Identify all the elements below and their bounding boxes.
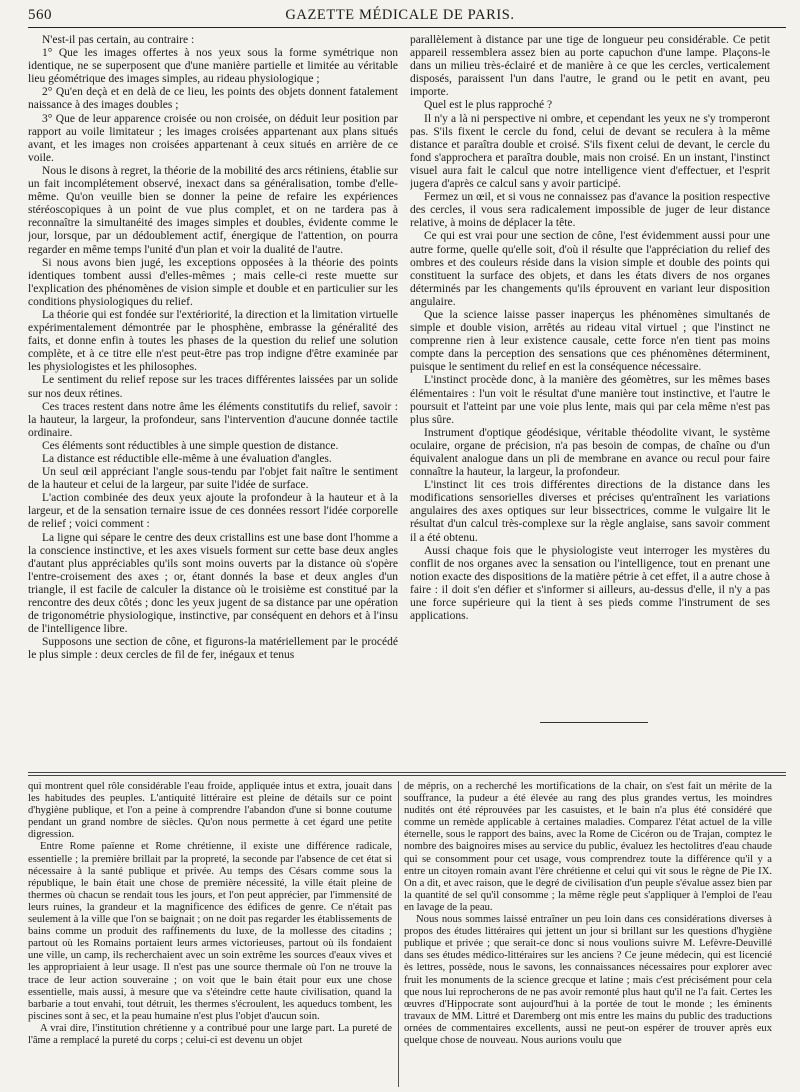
paragraph: Un seul œil appréciant l'angle sous-tendu par l'objet fait naître le sentiment de la hauteur et celui de la largeur, par suite l'idée de surface. xyxy=(28,466,398,492)
paragraph: 1° Que les images offertes à nos yeux sous la forme symétrique non identique, ne se superposent que d'une manière partielle et limitée au véritable lieu géométrique des images simples, au rideau physiologique ; xyxy=(28,47,398,86)
paragraph: Ces traces restent dans notre âme les éléments constitutifs du relief, savoir : la hauteur, la largeur, la profondeur, sans l'intervention d'aucune donnée tactile ordinaire. xyxy=(28,400,398,439)
paragraph: La distance est réductible elle-même à une évaluation d'angles. xyxy=(42,453,332,465)
paragraph: Nous le disons à regret, la théorie de la mobilité des arcs rétiniens, établie sur un fait incomplétement observé, inexact dans sa généralisation, tombe d'elle-même. Qu'on veuille bien se donner la peine de refaire les expériences stéréoscopiques à un point de vue plus complet, et on ne tardera pas à reconnaître la simultanéité des images simples et doubles, évidente comme le jour, lorsque, par un dédoublement actif, énergique de l'attention, on pourra regarder en même temps l'unité d'un plan et voir la dualité de l'autre. xyxy=(28,164,398,256)
journal-title: GAZETTE MÉDICALE DE PARIS. xyxy=(285,7,515,23)
paragraph: Supposons une section de cône, et figurons-la matériellement par le procédé le plus simple : deux cercles de fil de fer, inégaux et tenus xyxy=(28,636,398,662)
paragraph: L'instinct lit ces trois différentes directions de la distance dans les modifications sensorielles diverses et précises qu'entraînent les variations angulaires des axes optiques sur leur bissectrices, comme le vulgaire lit le résultat d'un calcul très-complexe sur la règle anglaise, sans savoir comment il a été obtenu. xyxy=(410,479,770,544)
paragraph: Aussi chaque fois que le physiologiste veut interroger les mystères du conflit de nos organes avec la sensation ou l'intelligence, tout en prenant une notion exacte des dispositions de la matière pétrie à cet effet, il a autre chose à faire : il doit s'en défier et s'informer si ailleurs, au-dessus d'elle, il n'y a pas une force supérieure qui la tient à ses pieds comme l'instrument de ses applications. xyxy=(410,544,770,623)
paragraph: L'action combinée des deux yeux ajoute la profondeur à la hauteur et à la largeur, et de la sensation ternaire issue de ces données ressort l'idée corporelle de relief ; voici comment : xyxy=(28,492,398,531)
paragraph: de mépris, on a recherché les mortifications de la chair, on s'est fait un mérite de la souffrance, la pudeur a été élevée au rang des plus grandes vertus, les moindres nudités ont été réprouvées par les casuistes, et le bain n'a plus été considéré que comme un remède applicable à certaines maladies. Comparez l'état actuel de la ville éternelle, sous le rapport des bains, avec la Rome de Cicéron ou de Trajan, comptez le nombre des baignoires mises au service du public, évaluez les hectolitres d'eau chaude qui se consomment pour cet usage, vous comprendrez toute la différence qu'il y a entre un citoyen romain avant l'ère chrétienne et celui qui vit sous le règne de Pie IX. On a dit, et avec raison, que le degré de civilisation d'un peuple s'évalue assez bien par la quantité de sel qu'il consomme ; la même règle peut s'appliquer à l'emploi de l'eau en lavage de la peau. xyxy=(404,781,772,913)
paragraph: La théorie qui est fondée sur l'extériorité, la direction et la limitation virtuelle expérimentalement démontrée par le phosphène, embrasse la généralité des faits, et donne enfin à toutes les phases de la question du relief une solution complète, et à ce titre elle n'est peut-être pas trop indigne d'être examinée par les physiologistes et les philosophes. xyxy=(28,308,398,374)
paragraph: 3° Que de leur apparence croisée ou non croisée, on déduit leur position par rapport au voile limitateur ; les images croisées appartenant aux plans situés avant, et les images non croisées appartenant à ceux situés en arrière de ce voile. xyxy=(28,112,398,164)
paragraph: N'est-il pas certain, au contraire : xyxy=(42,34,195,46)
paragraph: Le sentiment du relief repose sur les traces différentes laissées par un solide sur nos deux rétines. xyxy=(28,374,398,400)
paragraph: Fermez un œil, et si vous ne connaissez pas d'avance la position respective des cercles, il vous sera radicalement impossible de juger de leur distance relative, à moins de déplacer la tête. xyxy=(410,191,770,230)
paragraph: A vrai dire, l'institution chrétienne y a contribué pour une large part. La pureté de l'âme a remplacé la pureté du corps ; celui-ci est devenu un objet xyxy=(28,1022,392,1046)
article-column-right xyxy=(410,34,770,704)
paragraph: Entre Rome païenne et Rome chrétienne, il existe une différence radicale, essentielle ; la première brillait par la propreté, la seconde par l'absence de cet état si nécessaire à la santé publique et privée. Au temps des Césars comme sous la république, le bain était une chose de première nécessité, la ville était pleine de thermes où chacun se rendait tous les jours, et l'on peut apprécier, par l'immensité de leurs ruines, la grandeur et la magnificence des édifices de genre. Ce n'était pas seulement à la ville que l'on se baignait ; on ne doit pas regarder les établissements de bains comme un produit des raffinements du luxe, de la mollesse des citadins ; partout où les Romains portaient leurs armes victorieuses, partout où ils fondaient une ville, un camp, ils recherchaient avec un soin extrême les sources d'eaux vives et les appropriaient à leur usage. Il n'est pas une source thermale où l'on ne trouve la trace de leur action souveraine ; on voit que le bain était pour eux une chose essentielle, mais aussi, à mesure que va s'éteindre cette haute civilisation, quand la barbarie a tout envahi, tout détruit, les thermes s'écroulent, les aqueducs tombent, les piscines sont à sec, et la peau humaine n'est plus l'objet d'aucun soin. xyxy=(28,841,392,1022)
paragraph: Ce qui est vrai pour une section de cône, l'est évidemment aussi pour une autre forme, quelle qu'elle soit, d'où il résulte que l'appréciation du relief des ombres et des couleurs réside dans la vision simple et double des points qui constituent la surface des objets, et dans les états divers de nos organes déterminés par les changements qu'ils éprouvent en variant leur disposition angulaire. xyxy=(410,230,770,308)
paragraph: 2° Qu'en deçà et en delà de ce lieu, les points des objets donnent fatalement naissance à des images doubles ; xyxy=(28,86,398,112)
paragraph: L'instinct procède donc, à la manière des géomètres, sur les mêmes bases élémentaires : l'un voit le résultat d'une manière tout instinctive, et l'autre le poursuit et l'atteint par une voie plus lente, mais qui par cela même n'est pas plus sûre. xyxy=(410,374,770,426)
paragraph: Il n'y a là ni perspective ni ombre, et cependant les yeux ne s'y tromperont pas. S'ils fixent le cercle du fond, celui de devant se reculera à la même distance et paraîtra double et croisé. S'ils fixent celui de devant, le cercle du fond s'approchera et paraîtra double, mais non croisé. En un instant, l'instinct visuel aura fait le calcul que notre intelligence vient d'effectuer, et l'esprit jugera d'après ce calcul sans y avoir participé. xyxy=(410,112,770,191)
paragraph: Quel est le plus rapproché ? xyxy=(424,99,553,112)
section-separator-rule-second xyxy=(28,775,786,776)
paragraph: qui montrent quel rôle considérable l'eau froide, appliquée intus et extra, jouait dans les habitudes des peuples. L'antiquité littéraire est pleine de détails sur ce point d'hygiène publique, et l'on a peine à comprendre l'abandon d'une si bonne coutume pendant un grand nombre de siècles. Qu'on nous permette à cet égard une petite digression. xyxy=(28,781,392,841)
paragraph: Si nous avons bien jugé, les exceptions opposées à la théorie des points identiques tombent aussi d'elles-mêmes ; mais celle-ci reste muette sur l'explication des phénomènes de vision simple et double et en particulier sur les conditions physiologiques du relief. xyxy=(28,256,398,308)
article-end-rule xyxy=(540,722,648,723)
page-number: 560 xyxy=(28,7,52,23)
feuilleton-column-left xyxy=(28,781,392,1089)
header-rule xyxy=(28,27,786,28)
feuilleton-column-right xyxy=(404,781,772,1089)
paragraph: Instrument d'optique géodésique, véritable théodolite vivant, le système oculaire, organe de précision, n'a pas besoin de compas, de chaîne ou d'un équivalent analogue dans un pli de membrane en avance ou recul pour faire connaître la hauteur, la largeur, la profondeur. xyxy=(410,426,770,479)
paragraph: Que la science laisse passer inaperçus les phénomènes simultanés de simple et double vision, arrêtés au rideau vital virtuel ; que l'instinct ne comprenne rien à leur existence causale, cette force n'en tient pas moins compte dans la perception des sensations que ces phénomènes déterminent, puisque le sentiment du relief en est la conséquence nécessaire. xyxy=(410,308,770,374)
column-divider xyxy=(398,781,399,1087)
paragraph: parallèlement à distance par une tige de longueur peu considérable. Ce petit appareil ressemblera assez bien au porte capuchon d'une lampe. Plaçons-le dans un milieu très-éclairé et de manière à ce que les cercles, verticalement disposés, paraissent l'un dans l'autre, le grand ou le petit en avant, peu importe. xyxy=(410,34,770,99)
paragraph: Nous nous sommes laissé entraîner un peu loin dans ces considérations diverses à propos des études littéraires qui jettent un jour si brillant sur les questions d'hygiène publique et privée ; que serait-ce donc si nous voulions suivre M. Lefèvre-Deuvillé dans ses études médico-littéraires sur les anciens ? Ce jeune médecin, qui est licencié ès lettres, possède, nous le savons, les connaissances nécessaires pour explorer avec fruit les monuments de la science grecque et latine ; mais c'est précisément pour cela que nous lui reprocherons de ne pas avoir remonté plus haut qu'il ne l'a fait. Certes les œuvres d'Hippocrate sont aujourd'hui à la portée de tout le monde ; les éminents travaux de MM. Littré et Daremberg ont mis entre les mains du public des traductions ornées de commentaires excellents, aussi ne peut-on espérer de trouver après eux quelque chose de nouveau. Nous aurions voulu que xyxy=(404,914,772,1046)
page-header xyxy=(0,0,800,28)
section-separator-rule xyxy=(28,772,786,773)
article-column-left xyxy=(28,34,398,748)
paragraph: Ces éléments sont réductibles à une simple question de distance. xyxy=(42,439,339,452)
paragraph: La ligne qui sépare le centre des deux cristallins est une base dont l'homme a la conscience instinctive, et les axes visuels forment sur cette base deux angles d'autant plus appréciables qu'ils sont moins ouverts par la distance où s'opère l'entre-croisement des axes ; or, étant donnés la base et deux angles d'un triangle, il est facile de calculer la distance où le troisième est constitué par la rencontre des deux côtés ; donc les yeux jugent de sa distance par une opération de trigonométrie physiologique, instinctive, par conséquent en dehors et à l'insu de l'intelligence libre. xyxy=(28,531,398,636)
